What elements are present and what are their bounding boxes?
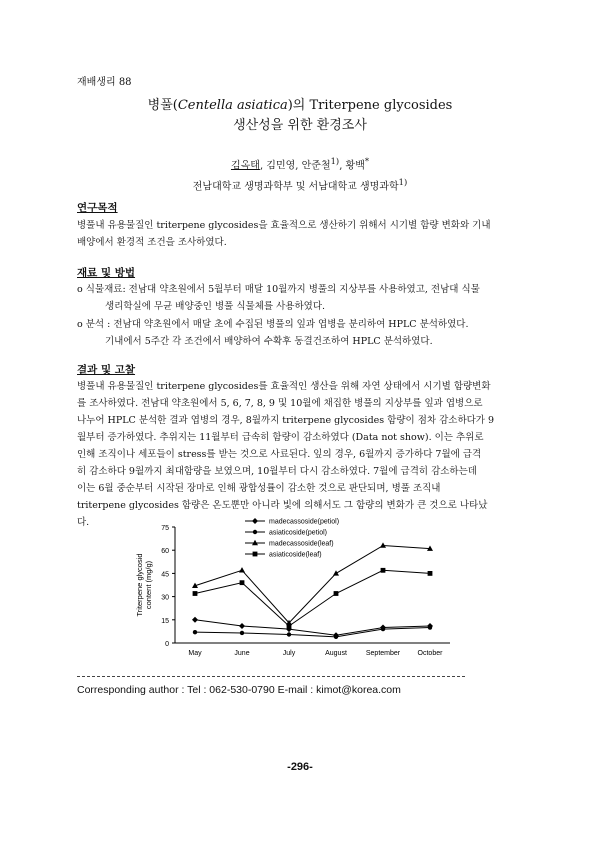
y-tick-label: 0	[165, 641, 169, 648]
y-axis-label: Triterpene glycosid	[135, 553, 144, 617]
text-line: 병풀내 유용물질인 triterpene glycosides을 효율적으로 생산하기 위해서 시기별 함량 변화와 기내	[77, 220, 491, 231]
legend-label: asiaticoside(petiol)	[269, 529, 327, 537]
text-line: 생리학실에 무균 배양중인 병풀 식물체를 사용하였다.	[105, 301, 326, 312]
title-prefix: 병풀(	[147, 98, 178, 113]
data-point	[192, 617, 198, 623]
last-author: , 황백	[339, 160, 365, 172]
data-point	[287, 632, 291, 636]
title-suffix: )의 Triterpene glycosides	[287, 98, 453, 113]
author-sup2: *	[364, 156, 370, 166]
co-authors: , 김민영, 안준철	[259, 160, 331, 172]
legend-label: madecassoside(leaf)	[269, 540, 334, 548]
text-line: 히 감소하다 9월까지 최대함량을 보였으며, 10월부터 다시 감소하였다. 7월에 급격히 감소하는데	[77, 466, 477, 477]
x-tick-label: October	[417, 650, 443, 657]
legend-marker	[253, 530, 257, 534]
x-tick-label: June	[234, 650, 250, 657]
footer-divider	[77, 676, 465, 677]
data-point	[239, 567, 245, 572]
y-tick-label: 30	[161, 594, 169, 602]
x-tick-label: August	[325, 650, 347, 657]
text-line: o 식물재료: 전남대 약초원에서 5월부터 매달 10월까지 병풀의 지상부를 사용하였고, 전남대 식물	[77, 284, 480, 295]
text-line: 월부터 증가하였다. 추위지는 11월부터 급속히 함량이 감소하였다 (Data not show). 이는 추위로	[77, 432, 484, 443]
x-tick-label: July	[282, 650, 296, 657]
legend-marker	[252, 518, 258, 524]
y-tick-label: 75	[161, 525, 169, 532]
text-line: triterpene glycosides 함량은 온도뿐만 아니라 빛에 의해서도 그 함량의 변화가 큰 것으로 나타났	[77, 500, 488, 511]
page-number: -296-	[287, 761, 313, 773]
y-tick-label: 45	[161, 571, 169, 579]
data-point	[240, 580, 245, 585]
data-point	[334, 591, 339, 596]
legend-marker	[253, 552, 258, 557]
paper-title-line2: 생산성을 위한 환경조사	[233, 118, 367, 133]
data-point	[428, 571, 433, 576]
title-species: Centella asiatica	[177, 98, 288, 113]
x-tick-label: May	[188, 650, 202, 657]
text-line: o 분석 : 전남대 약초원에서 매달 초에 수집된 병풀의 잎과 엽병을 분리하여 HPLC 분석하였다.	[77, 319, 469, 330]
paper-title-line1	[0, 97, 600, 115]
first-author: 김옥태	[230, 160, 260, 172]
data-point	[240, 631, 244, 635]
authors-block	[0, 153, 600, 196]
legend-label: asiaticoside(leaf)	[269, 551, 322, 559]
methods-item-materials	[77, 281, 543, 315]
author-sup1: 1)	[330, 156, 340, 166]
section-heading-results: 결과 및 고찰	[77, 364, 136, 376]
running-header: 재배생리 88	[77, 77, 132, 88]
text-line: 이는 6월 중순부터 시작된 장마로 인해 광합성률이 감소한 것으로 판단되며, 병풀 조직내	[77, 483, 441, 494]
data-point	[381, 568, 386, 573]
text-line: 나누어 HPLC 분석한 결과 엽병의 경우, 8월까지 triterpene glycosides 함량이 점차 감소하다가 9	[77, 415, 495, 426]
content-line-chart	[130, 515, 460, 665]
y-tick-label: 60	[161, 548, 169, 556]
legend-label: madecassoside(petiol)	[269, 518, 340, 526]
author-list	[0, 153, 600, 174]
data-point	[287, 624, 292, 629]
data-point	[193, 630, 197, 634]
text-line: 다.	[77, 517, 90, 528]
data-point	[428, 625, 432, 629]
section-heading-purpose: 연구목적	[77, 202, 118, 214]
data-point	[380, 542, 386, 547]
text-line: 기내에서 5주간 각 조건에서 배양하여 수확후 동결건조하여 HPLC 분석하였다.	[105, 336, 433, 347]
purpose-paragraph	[77, 217, 537, 251]
x-tick-label: September	[365, 650, 401, 657]
text-line: 병풀내 유용물질인 triterpene glycosides를 효율적인 생산을 위해 자연 상태에서 시기별 함량변화	[77, 381, 491, 392]
data-point	[381, 627, 385, 631]
y-tick-label: 15	[161, 617, 169, 625]
section-heading-methods: 재료 및 방법	[77, 267, 136, 279]
text-line: 를 조사하였다. 전남대 약초원에서 5, 6, 7, 8, 9 및 10월에 채집한 병풀의 지상부를 잎과 엽병으로	[77, 398, 483, 409]
y-axis-label: content (mg/g)	[144, 560, 153, 610]
text-line: 인해 조직이나 세포들이 stress를 받는 것으로 사료된다. 잎의 경우, 6월까지 증가하다 7월에 급격	[77, 449, 482, 460]
data-point	[239, 623, 245, 629]
text-line: 배양에서 환경적 조건을 조사하였다.	[77, 237, 227, 248]
data-point	[333, 570, 339, 575]
affiliation-text: 전남대학교 생명과학부 및 서남대학교 생명과학	[192, 181, 399, 193]
corresponding-author: Corresponding author : Tel : 062-530-0790 E-mail : kimot@korea.com	[77, 684, 401, 696]
affiliation	[0, 174, 600, 195]
affiliation-sup: 1)	[398, 177, 408, 188]
results-paragraph	[77, 378, 537, 531]
methods-item-analysis	[77, 316, 543, 350]
data-point	[193, 591, 198, 596]
data-point	[334, 635, 338, 639]
